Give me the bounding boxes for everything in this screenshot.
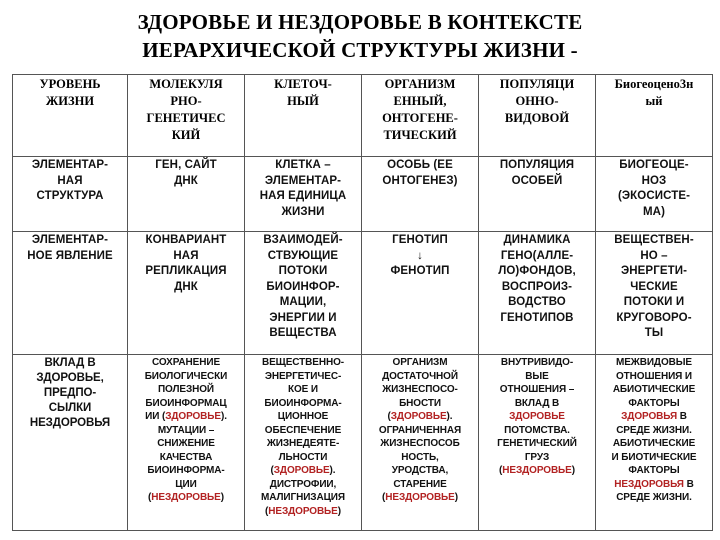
arrow-down-icon: ↓ (417, 249, 423, 262)
cell-phenomenon-cellular: ВЗАИМОДЕЙ- СТВУЮЩИЕ ПОТОКИ БИОИНФОР- МАЦИИ, ЭНЕРГИИ И ВЕЩЕСТВА (245, 232, 362, 355)
header-population: ПОПУЛЯЦИ ОННО- ВИДОВОЙ (479, 75, 596, 157)
slide-title (0, 8, 720, 64)
header-cellular: КЛЕТОЧ- НЫЙ (245, 75, 362, 157)
header-level: УРОВЕНЬ ЖИЗНИ (13, 75, 128, 157)
table-row-structure (13, 157, 713, 232)
cell-phenomenon-population: ДИНАМИКА ГЕНО(АЛЛЕ- ЛО)ФОНДОВ, ВОСПРОИЗ- ВОДСТВО ГЕНОТИПОВ (479, 232, 596, 355)
header-molecular: МОЛЕКУЛЯ РНО- ГЕНЕТИЧЕС КИЙ (128, 75, 245, 157)
cell-phenomenon-organism: ГЕНОТИП ↓ ФЕНОТИП (362, 232, 479, 355)
cell-contribution-molecular: СОХРАНЕНИЕ БИОЛОГИЧЕСКИ ПОЛЕЗНОЙ БИОИНФОРМАЦ ИИ (ЗДОРОВЬЕ). МУТАЦИИ – СНИЖЕНИЕ КАЧЕСТВА БИОИНФОРМА- ЦИИ (НЕЗДОРОВЬЕ) (128, 355, 245, 531)
cell-structure-cellular: КЛЕТКА – ЭЛЕМЕНТАР- НАЯ ЕДИНИЦА ЖИЗНИ (245, 157, 362, 232)
title-line-1: ЗДОРОВЬЕ И НЕЗДОРОВЬЕ В КОНТЕКСТЕ (137, 10, 583, 34)
row-label-structure: ЭЛЕМЕНТАР- НАЯ СТРУКТУРА (13, 157, 128, 232)
cell-phenomenon-biogeocenotic: ВЕЩЕСТВЕН- НО – ЭНЕРГЕТИ- ЧЕСКИЕ ПОТОКИ И КРУГОВОРО- ТЫ (596, 232, 713, 355)
header-biogeocenotic: Биогеоцено3н ый (596, 75, 713, 157)
header-row (13, 75, 713, 157)
table-row-contribution (13, 355, 713, 531)
hierarchy-table (12, 74, 713, 531)
cell-structure-molecular: ГЕН, САЙТ ДНК (128, 157, 245, 232)
cell-phenomenon-molecular: КОНВАРИАНТ НАЯ РЕПЛИКАЦИЯ ДНК (128, 232, 245, 355)
cell-structure-biogeocenotic: БИОГЕОЦЕ- НОЗ (ЭКОСИСТЕ- МА) (596, 157, 713, 232)
header-organism: ОРГАНИЗМ ЕННЫЙ, ОНТОГЕНЕ- ТИЧЕСКИЙ (362, 75, 479, 157)
cell-structure-population: ПОПУЛЯЦИЯ ОСОБЕЙ (479, 157, 596, 232)
cell-contribution-population: ВНУТРИВИДО- ВЫЕ ОТНОШЕНИЯ – ВКЛАД В ЗДОРОВЬЕ ПОТОМСТВА. ГЕНЕТИЧЕСКИЙ ГРУЗ (НЕЗДОРОВЬЕ) (479, 355, 596, 531)
table-row-phenomenon (13, 232, 713, 355)
title-line-2: ИЕРАРХИЧЕСКОЙ СТРУКТУРЫ ЖИЗНИ - (142, 38, 578, 62)
cell-contribution-cellular: ВЕЩЕСТВЕННО- ЭНЕРГЕТИЧЕС- КОЕ И БИОИНФОРМА- ЦИОННОЕ ОБЕСПЕЧЕНИЕ ЖИЗНЕДЕЯТЕ- ЛЬНОСТИ (ЗДОРОВЬЕ). ДИСТРОФИИ, МАЛИГНИЗАЦИЯ (НЕЗДОРОВЬЕ) (245, 355, 362, 531)
cell-contribution-biogeocenotic: МЕЖВИДОВЫЕ ОТНОШЕНИЯ И АБИОТИЧЕСКИЕ ФАКТОРЫ ЗДОРОВЬЯ В СРЕДЕ ЖИЗНИ. АБИОТИЧЕСКИЕ И БИОТИЧЕСКИЕ ФАКТОРЫ НЕЗДОРОВЬЯ В СРЕДЕ ЖИЗНИ. (596, 355, 713, 531)
cell-contribution-organism: ОРГАНИЗМ ДОСТАТОЧНОЙ ЖИЗНЕСПОСО- БНОСТИ (ЗДОРОВЬЕ). ОГРАНИЧЕННАЯ ЖИЗНЕСПОСОБ НОСТЬ, УРОДСТВА, СТАРЕНИЕ (НЕЗДОРОВЬЕ) (362, 355, 479, 531)
row-label-phenomenon: ЭЛЕМЕНТАР- НОЕ ЯВЛЕНИЕ (13, 232, 128, 355)
row-label-contribution: ВКЛАД В ЗДОРОВЬЕ, ПРЕДПО- СЫЛКИ НЕЗДОРОВЬЯ (13, 355, 128, 531)
cell-structure-organism: ОСОБЬ (ЕЕ ОНТОГЕНЕЗ) (362, 157, 479, 232)
